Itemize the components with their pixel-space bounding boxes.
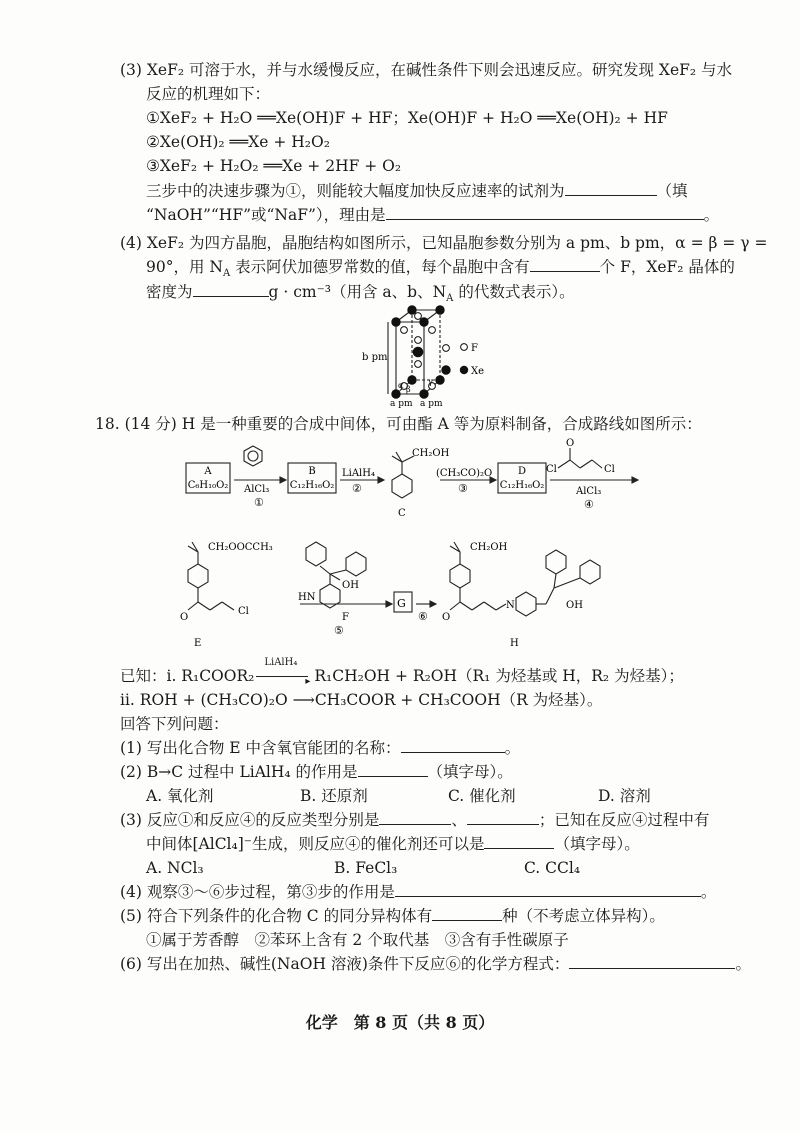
q18-1 [120, 738, 520, 758]
subscript: A [446, 293, 454, 305]
q17-p3-line2: 反应的机理如下： [146, 85, 271, 103]
compound-f-label: F [342, 612, 349, 623]
q18-2 [120, 762, 513, 782]
q18-2-option-b: B. 还原剂 [300, 787, 368, 805]
compound-e-label: E [194, 638, 202, 649]
step1-number: ① [254, 496, 264, 509]
q17-p3-question [146, 181, 688, 201]
period: 。 [735, 955, 751, 973]
step4-reagent: AlCl₃ [576, 486, 602, 497]
compound-e-ring [188, 564, 208, 588]
text: 已知：ⅰ. R₁COOR₂ [120, 667, 255, 685]
synthesis-scheme-row2 [180, 530, 640, 655]
page-footer: 化学 第 8 页（共 8 页） [305, 1013, 495, 1032]
step3-number: ③ [458, 482, 468, 495]
b-pm-label: b pm [362, 352, 388, 363]
step2-reagent: LiAlH₄ [342, 468, 375, 479]
answer-blank[interactable] [569, 954, 735, 969]
step2-number: ② [352, 482, 362, 495]
step1-reagent: AlCl₃ [244, 484, 270, 495]
legend-xe-label: Xe [471, 366, 485, 377]
text: ；已知在反应④过程中有 [538, 811, 710, 829]
beta-label: β [406, 385, 411, 394]
q18-2-option-c: C. 催化剂 [448, 787, 516, 805]
q18-3-option-a: A. NCl₃ [146, 859, 204, 877]
compound-e-ester: CH₂OOCCH₃ [208, 542, 273, 553]
known-i [120, 657, 684, 687]
text: R₁CH₂OH + R₂OH（R₁ 为烃基或 H，R₂ 为烃基）； [314, 667, 684, 685]
text: 密度为 [146, 283, 193, 301]
compound-c-label: C [398, 508, 406, 519]
compound-d-label: D [517, 466, 527, 477]
answer-blank[interactable] [358, 762, 428, 777]
compound-g-label: G [397, 597, 406, 610]
answer-blank[interactable] [484, 834, 554, 849]
q18-4 [120, 882, 716, 902]
q17-p3-question-text: 三步中的决速步骤为①，则能较大幅度加快反应速率的试剂为 [146, 182, 565, 200]
q17-p4-line1: (4) XeF₂ 为四方晶胞，晶胞结构如图所示，已知晶胞参数分别为 a pm、b pm，α = β = γ = [120, 234, 768, 252]
period: 。 [504, 739, 521, 757]
text: （填字母）。 [427, 763, 513, 781]
answer-blank[interactable] [401, 738, 505, 753]
q17-p4-line2 [146, 257, 735, 284]
known-i-arrow: LiAlH₄ ▸ [254, 667, 314, 681]
step4-cl-left: Cl [546, 464, 557, 475]
q18-header: 18. (14 分) H 是一种重要的合成中间体，可由酯 A 等为原料制备，合成路线如图所示： [95, 415, 702, 433]
answer-prompt: 回答下列问题： [120, 715, 229, 733]
compound-d-formula: C₁₂H₁₆O₂ [499, 480, 545, 491]
text: (4) 观察③～⑥步过程，第③步的作用是 [120, 883, 395, 901]
q18-5 [120, 906, 665, 926]
compound-a-label: A [204, 466, 212, 477]
answer-blank[interactable] [467, 810, 539, 825]
compound-e-cl: Cl [238, 606, 249, 617]
step6-number: ⑥ [418, 610, 428, 623]
compound-h-oxygen: O [442, 612, 451, 623]
q17-p3-reason [146, 205, 719, 225]
legend-f-marker [461, 344, 468, 351]
q18-2-option-a: A. 氧化剂 [146, 787, 214, 805]
compound-b-label: B [308, 466, 316, 477]
q17-p3-question-hint: （填 [656, 182, 688, 200]
answer-blank[interactable] [432, 906, 502, 921]
step4-number: ④ [584, 498, 594, 511]
alpha-label: α [398, 381, 404, 390]
text: 中间体[AlCl₄]⁻生成，则反应④的催化剂还可以是 [146, 835, 485, 853]
text: 90°，用 N [146, 258, 223, 276]
q18-3-line2 [146, 834, 640, 854]
separator: 、 [451, 811, 467, 829]
subscript: A [222, 268, 231, 280]
compound-c-oh: CH₂OH [412, 448, 450, 459]
compound-h-ring [450, 564, 470, 588]
synthesis-scheme-row1 [180, 436, 640, 528]
text: (3) 反应①和反应④的反应类型分别是 [120, 811, 380, 829]
q18-6 [120, 954, 751, 974]
answer-blank[interactable] [565, 181, 657, 196]
compound-b-formula: C₁₂H₁₆O₂ [289, 480, 335, 491]
legend-f-label: F [471, 343, 478, 354]
q17-p3-line1: (3) XeF₂ 可溶于水，并与水缓慢反应，在碱性条件下则会迅速反应。研究发现 XeF₂ 与水 [120, 61, 733, 79]
text: 个 F，XeF₂ 晶体的 [599, 258, 735, 276]
a-pm-label: a pm [420, 399, 443, 409]
step3-reagent: (CH₃CO)₂O [436, 468, 493, 479]
q18-5-conditions: ①属于芳香醇 ②苯环上含有 2 个取代基 ③含有手性碳原子 [146, 931, 569, 949]
text: (2) B→C 过程中 LiAlH₄ 的作用是 [120, 763, 358, 781]
answer-blank[interactable] [379, 810, 451, 825]
answer-blank[interactable] [193, 282, 269, 297]
answer-blank[interactable] [395, 882, 701, 897]
text: 种（不考虑立体异构）。 [502, 907, 665, 925]
step4-cl-right: Cl [604, 464, 615, 475]
text: 表示阿伏加德罗常数的值，每个晶胞中含有 [230, 258, 530, 276]
text: (1) 写出化合物 E 中含氧官能团的名称： [120, 739, 401, 757]
text: g · cm⁻³（用含 a、b、N [268, 283, 447, 301]
crystal-cell-diagram [360, 300, 500, 410]
q18-2-option-d: D. 溶剂 [598, 787, 651, 805]
q17-eq3: ③XeF₂ + H₂O₂ ══Xe + 2HF + O₂ [146, 157, 402, 175]
text: 的代数式表示）。 [453, 283, 575, 301]
compound-a-formula: C₆H₁₀O₂ [187, 480, 229, 491]
text: (6) 写出在加热、碱性(NaOH 溶液)条件下反应⑥的化学方程式： [120, 955, 570, 973]
compound-f-oh: OH [342, 580, 359, 591]
known-i-reagent: LiAlH₄ [264, 657, 298, 668]
known-ii: ⅱ. ROH + (CH₃CO)₂O ⟶CH₃COOR + CH₃COOH（R 为烃基）。 [120, 691, 603, 709]
compound-h-n: N [506, 600, 515, 611]
compound-h-ch2oh: CH₂OH [470, 542, 508, 553]
period: 。 [700, 883, 717, 901]
compound-c-ring [392, 474, 412, 498]
answer-blank[interactable] [530, 257, 600, 272]
compound-h-label: H [510, 638, 519, 649]
answer-blank[interactable] [386, 205, 704, 220]
step5-number: ⑤ [334, 624, 344, 637]
q18-3-option-b: B. FeCl₃ [334, 859, 398, 877]
gamma-label: γ [428, 377, 433, 386]
compound-f-hn: HN [298, 592, 316, 603]
q18-3 [120, 810, 709, 830]
q17-eq1: ①XeF₂ + H₂O ══Xe(OH)F + HF；Xe(OH)F + H₂O ══Xe(OH)₂ + HF [146, 109, 668, 127]
text: (5) 符合下列条件的化合物 C 的同分异构体有 [120, 907, 433, 925]
period: 。 [703, 206, 720, 224]
text: （填字母）。 [554, 835, 640, 853]
compound-h-oh: OH [566, 600, 583, 611]
q17-eq2: ②Xe(OH)₂ ══Xe + H₂O₂ [146, 133, 330, 151]
step4-oxygen: O [566, 438, 575, 449]
q17-p3-reason-text: “NaOH”“HF”或“NaF”），理由是 [146, 206, 386, 224]
q18-3-option-c: C. CCl₄ [524, 859, 581, 877]
benzene-reagent [244, 446, 262, 466]
a-pm-label: a pm [390, 399, 413, 409]
legend-xe-marker [460, 366, 468, 374]
compound-e-oxygen: O [180, 612, 189, 623]
